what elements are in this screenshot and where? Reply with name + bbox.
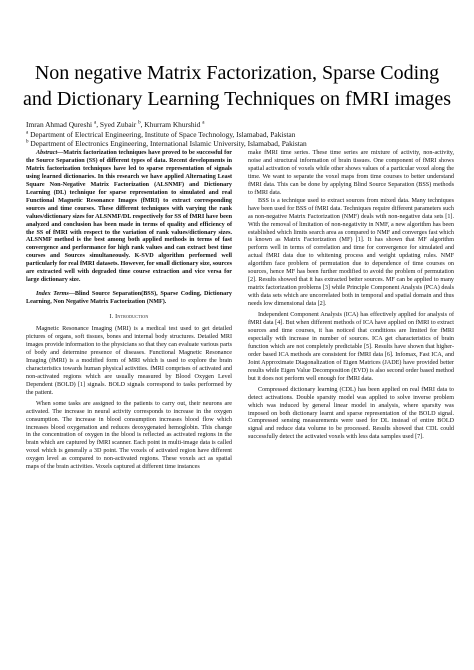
author-affil-mark: a	[93, 120, 97, 126]
author-name: Imran Ahmad Qureshi	[26, 120, 93, 129]
body-paragraph: When some tasks are assigned to the patients to carry out, their neurons are activated. The increase in neural activity corresponds to increase in the oxygen consumption. The increase in blood consumption increases blood flow which increases blood oxygenation and reduces deoxygenated hemoglobin. This change in the concentration of oxygen in the blood is reflected as activated regions in the brain which are captured by fMRI scanner. Each point in multi-image data is called voxel which is generally a 3D point. The voxels of activated region have different oxygen level as compared to non-activated regions. These voxels act as spatial maps of the brain activities. Voxels captured at different time instances	[26, 400, 232, 471]
right-column	[248, 150, 454, 472]
body-paragraph: make fMRI time series. These time series are mixture of activity, non-activity, noise and structural information of brain tissues. One component of fMRI shows spatial activation of voxels while other shows values of a particular voxel along the time. We want to separate the voxel maps from time courses to better understand fMRI data. This can be done by applying Blind Source Separation (BSS) methods to fMRI data.	[248, 150, 454, 196]
paper-title	[0, 60, 474, 112]
section-heading-introduction	[26, 314, 232, 322]
two-column-body	[26, 150, 454, 472]
author-block	[26, 120, 456, 149]
index-terms-text: —Blind Source Separation(BSS), Sparse Coding, Dictionary Learning, Non Negative Matrix Factorization (NMF).	[26, 291, 232, 306]
abstract-text: —Matrix factorization techniques have proved to be successful for the Source Separation (SS) of different types of data. Recent developments in Matrix factorization techniques have led to sparse representation of signals using learned dictionaries. In this research we have applied Alternating Least Square Non-Negative Matrix Factorization (ALSNMF) and Dictionary Learning (DL) technique for sparse representation to simulated and real Functional Magnetic Resonance Images (fMRI) to extract corresponding sources and time courses. These different techniques with varying the rank values/dictionary sizes for ALSNMF/DL respectively for SS of fMRI have been analyzed and conclusion has been made in terms of quality and efficiency of the SS of fMRI with respect to the variation of rank values/dictionary sizes. ALSNMF method is the best among both applied methods in terms of fast convergence and performance for high rank values and can extract best time courses and Sources simultaneously. K-SVD algorithm performed well particularly for real fMRI datasets. However, for small dictionary size, sources are extracted well with degraded time course extraction and vice versa for large dictionary size.	[26, 150, 232, 284]
author-name: Khurram Khurshid	[144, 120, 201, 129]
affiliation-text: Department of Electronics Engineering, International Islamic University, Islamabad, Pakistan	[30, 139, 307, 149]
section-title: Introduction	[115, 314, 149, 321]
affiliation-a	[26, 130, 456, 140]
author-name: Syed Zubair	[99, 120, 137, 129]
index-terms-label: Index Terms	[36, 291, 69, 298]
section-number: I.	[109, 314, 114, 321]
author-affil-mark: b	[138, 120, 141, 126]
title-line-2: and Dictionary Learning Techniques on fMRI images	[22, 88, 452, 110]
abstract	[26, 150, 232, 285]
abstract-label: Abstract	[36, 150, 58, 156]
left-column	[26, 150, 232, 472]
title-line-1: Non negative Matrix Factorization, Sparse Coding	[34, 62, 440, 84]
body-paragraph: Compressed dictionary learning (CDL) has been applied on real fMRI data to detect activations. Double sparsity model was applied to solve inverse problem which was induced by general linear model in analysis, where sparsity was imposed on both dictionary learnt and sparse representation of the BOLD signal. Compressed sensing measurements were used for DL instead of entire BOLD signal and reduce data volume to be processed. Results showed that CDL could successfully detect the activated voxels with less data samples used [7].	[248, 386, 454, 441]
author-affil-mark: a	[202, 120, 205, 126]
affiliation-b	[26, 139, 456, 149]
body-paragraph: Independent Component Analysis (ICA) has effectively applied for analysis of fMRI data [4]. But when different methods of ICA have applied on fMRI to extract sources and time courses, it has noticed that conditions are limited for fMRI especially with increase in number of sources. ICA get characteristics of brain function which are not completely predictable [5]. Results have shown that higher-order based ICA methods are consistent for fMRI data [6]. Infomax, Fast ICA, and Joint Approximate Diagonalization of Eigen Matrices (JADE) have provided better results while Eigen Value Decomposition (EVD) is also second order based method but it does not perform well enough for fMRI data.	[248, 312, 454, 382]
author-line: Imran Ahmad Qureshi $^a$, Syed Zubair $^b$, Khurram Khurshid $^a$	[26, 120, 205, 129]
body-paragraph: BSS is a technique used to extract sources from mixed data. Many techniques have been used for BSS of fMRI data. Techniques require different parameters such as non-negative Matrix Factorization (NMF) deals with non-negative data sets [1]. With the removal of limitation of non-negativity in NMF, a new algorithm has been established which limits search area as compared to NMF and converges fast which is known as Matrix Factorization (MF) [1]. It has shown that MF algorithm perform well in terms of correlation and time for convergence for simulated and actual fMRI data due to whitening process and weight updating rules. NMF algorithm face problem of permutation due to dependence of time courses on sources, hence MF has been further modified to avoid the problem of permutation [2]. Results showed that it has extracted better sources. MF can be applied to many matrix factorization problems [3] while Principle Component Analysis (PCA) deals with data sets which are uncorrelated both in temporal and spatial domain and thus needs low dimensional data [2].	[248, 197, 454, 308]
affiliation-mark: b	[26, 139, 29, 145]
affiliation-text: Department of Electrical Engineering, Institute of Space Technology, Islamabad, Pakistan	[30, 129, 296, 139]
affiliation-mark: a	[26, 130, 29, 136]
body-paragraph: Magnetic Resonance Imaging (MRI) is a medical test used to get detailed pictures of organs, soft tissues, bones and internal body structures. Detailed MRI images provide information to the physicians so that they can evaluate various parts of body and determine presence of diseases. Functional Magnetic Resonance Imaging (fMRI) is a modified form of MRI which is used to explore the brain characteristics towards human physical activities. fMRI comprises of activated and non-activated regions which are usually measured by Blood Oxygen Level Dependent (BOLD) [1] signals. BOLD signals correspond to tasks performed by the patient.	[26, 326, 232, 396]
index-terms	[26, 291, 232, 307]
